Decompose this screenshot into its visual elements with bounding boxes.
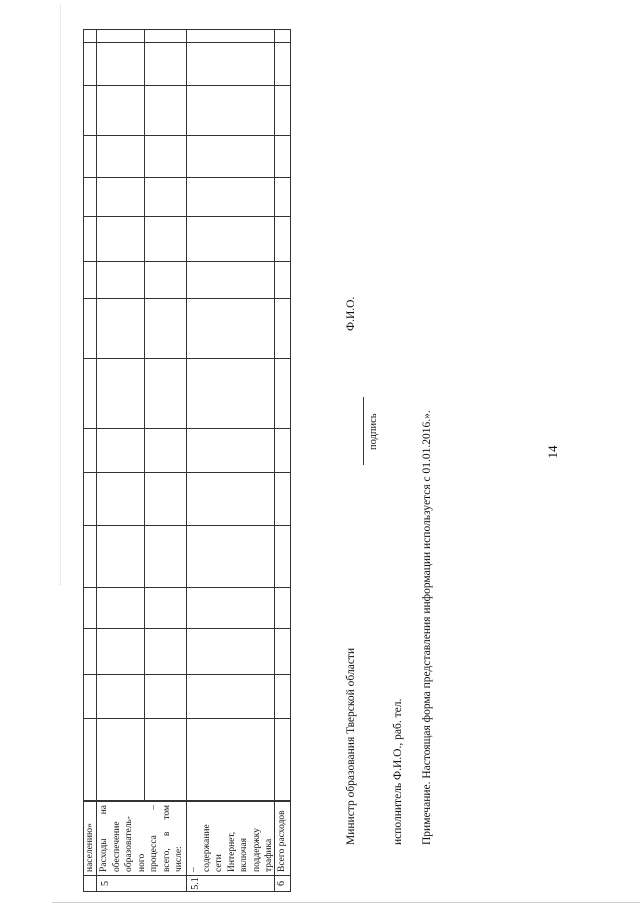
table-inner-rule	[144, 30, 145, 801]
name-line: Расходы на	[99, 805, 109, 872]
signature-underline	[363, 397, 364, 465]
name-line: числе:	[174, 846, 184, 872]
page-number: 14	[545, 445, 560, 459]
table-row-header-fragment	[84, 30, 97, 891]
table-cell-name	[97, 801, 186, 875]
table-cell-name: Всего расходов	[275, 801, 290, 875]
name-line: Интернет,	[226, 831, 237, 872]
name-placeholder: Ф.И.О.	[345, 296, 357, 331]
table-row	[275, 30, 290, 891]
expenses-table	[83, 29, 291, 892]
name-line: трафика	[264, 838, 274, 872]
executor-line: исполнитель Ф.И.О., раб. тел.	[392, 698, 404, 845]
column-divider	[84, 261, 290, 262]
name-line: ного	[136, 853, 147, 872]
table-row	[187, 30, 275, 891]
column-divider	[84, 42, 290, 43]
table-cell-number: 5	[97, 875, 186, 891]
column-divider	[84, 177, 290, 178]
table-grid	[84, 30, 290, 891]
column-divider	[84, 525, 290, 526]
name-line: образователь-	[124, 816, 134, 872]
table-cell-name	[187, 801, 274, 875]
name-line: процесса –	[149, 805, 159, 872]
name-line: –	[189, 867, 199, 872]
column-divider	[84, 428, 290, 429]
name-line: обеспечение	[111, 821, 122, 872]
table-cell-header-fragment: населению»	[84, 801, 96, 875]
note-text: Примечание. Настоящая форма представления информации используется с 01.01.2016.».	[421, 410, 433, 845]
scan-artifact-line	[60, 5, 61, 585]
signature-caption: подпись	[368, 413, 379, 450]
column-divider	[84, 674, 290, 675]
column-divider	[84, 216, 290, 217]
column-divider	[84, 800, 290, 801]
name-line: включая	[239, 838, 249, 872]
column-divider	[84, 587, 290, 588]
name-line: сети	[214, 854, 224, 872]
column-divider	[84, 628, 290, 629]
name-line: всего, в том	[161, 805, 172, 872]
column-divider	[84, 85, 290, 86]
table-row	[97, 30, 187, 891]
column-divider	[84, 135, 290, 136]
minister-title: Министр образования Тверской области	[345, 647, 357, 845]
column-divider	[84, 298, 290, 299]
name-line: поддержку	[251, 828, 262, 872]
column-divider	[84, 472, 290, 473]
name-line: содержание	[201, 824, 212, 872]
column-divider	[84, 358, 290, 359]
table-cell-number: 6	[275, 875, 290, 891]
column-divider	[84, 718, 290, 719]
table-cell-number: 5.1	[187, 875, 274, 891]
table-cell-number-empty	[84, 875, 96, 891]
scan-edge-line	[52, 902, 640, 903]
